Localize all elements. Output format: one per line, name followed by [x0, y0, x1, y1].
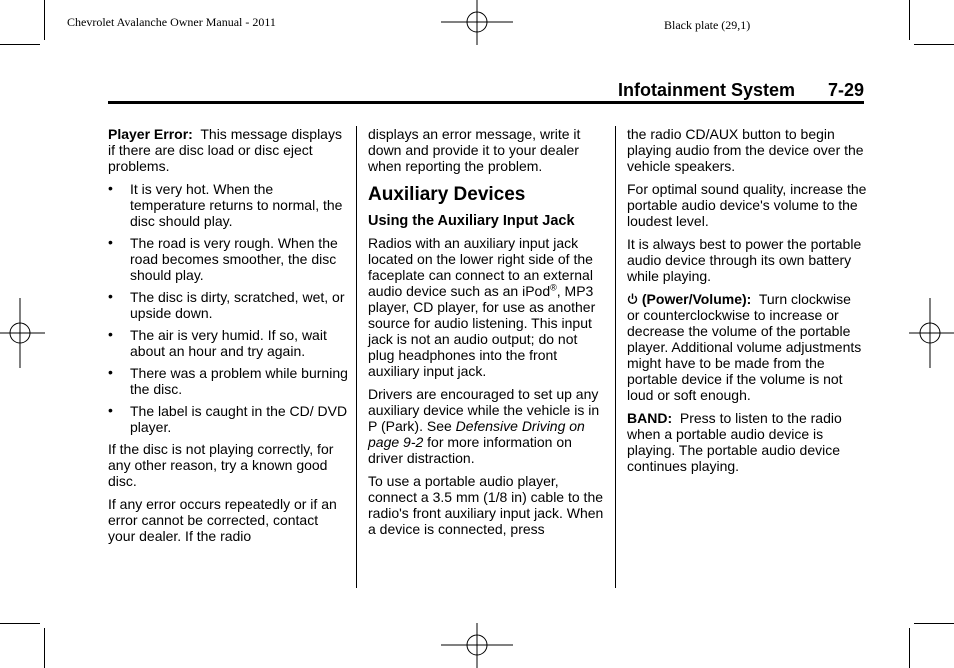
registration-mark-bottom-icon [441, 623, 513, 668]
bullet-icon: • [108, 364, 113, 380]
battery-paragraph: It is always best to power the portable audio device through its own battery while playing. [627, 236, 862, 284]
list-item: • It is very hot. When the temperature returns to normal, the disc should play. [108, 180, 343, 229]
bullet-icon: • [108, 326, 113, 342]
power-volume-text: Turn clockwise or counterclockwise to increase or decrease the volume of the portable player. Additional volume adjustments might have to be made from the portable device if the volume is not loud or soft enough. [627, 291, 862, 403]
crop-mark-tr-v [909, 0, 910, 40]
bullet-icon: • [108, 234, 113, 250]
band-text: Press to listen to the radio when a portable audio device is playing. The portable audio device continues playing. [627, 410, 842, 474]
running-head-page: 7-29 [827, 80, 864, 100]
player-error-paragraph [108, 126, 349, 174]
known-good-disc-paragraph: If the disc is not playing correctly, for any other reason, try a known good disc. [108, 441, 334, 489]
bullet-icon: • [108, 402, 113, 418]
crop-mark-tl-v [44, 0, 45, 40]
crop-mark-bl-v [44, 628, 45, 668]
error-message-paragraph: displays an error message, write it down and provide it to your dealer when reporting the problem. [368, 126, 581, 174]
player-error-text: This message displays if there are disc load or disc eject problems. [108, 126, 342, 174]
running-head [108, 80, 864, 100]
list-item: • There was a problem while burning the disc. [108, 364, 348, 397]
list-item: • The road is very rough. When the road becomes smoother, the disc should play. [108, 234, 338, 283]
sound-quality-paragraph: For optimal sound quality, increase the portable audio device's volume to the loudest level. [627, 181, 867, 229]
section-title: Auxiliary Devices [368, 184, 526, 205]
crop-mark-br-v [909, 628, 910, 668]
subsection-title: Using the Auxiliary Input Jack [368, 213, 575, 229]
power-volume-paragraph [627, 291, 867, 403]
power-icon [627, 293, 638, 305]
portable-player-paragraph: To use a portable audio player, connect a 3.5 mm (1/8 in) cable to the radio's front auxiliary input jack. When a device is connected, press [368, 473, 604, 537]
crop-mark-tr-h [914, 44, 954, 45]
band-label: BAND: [627, 410, 673, 426]
bullet-icon: • [108, 180, 113, 196]
column-1 [108, 126, 349, 551]
list-item: • The disc is dirty, scratched, wet, or upside down. [108, 288, 345, 321]
column-divider-2 [615, 126, 616, 588]
crop-mark-tl-h [0, 44, 40, 45]
column-2 [368, 126, 606, 544]
column-divider-1 [356, 126, 357, 588]
column-3 [627, 126, 867, 481]
registration-mark-left-icon [0, 298, 45, 368]
driver-distraction-paragraph: Drivers are encouraged to set up any auxiliary device while the vehicle is in P (Park). See Defensive Driving on page 9-2 for more information on driver distraction. [368, 386, 600, 466]
plate-header-left: Chevrolet Avalanche Owner Manual - 2011 [67, 15, 276, 29]
cd-aux-paragraph: the radio CD/AUX button to begin playing audio from the device over the vehicle speakers. [627, 126, 864, 174]
plate-header-right: Black plate (29,1) [664, 18, 751, 32]
disc-problem-list [108, 181, 349, 435]
running-head-section: Infotainment System [617, 80, 795, 100]
running-head-rule [108, 101, 864, 104]
crop-mark-bl-h [0, 623, 40, 624]
contact-dealer-paragraph: If any error occurs repeatedly or if an error cannot be corrected, contact your dealer. If the radio [108, 496, 337, 544]
list-item: • The air is very humid. If so, wait about an hour and try again. [108, 326, 327, 359]
registration-mark-top-icon [441, 0, 513, 45]
registered-mark: ® [550, 282, 557, 293]
registration-mark-right-icon [909, 298, 954, 368]
defensive-driving-link[interactable]: Defensive Driving on page 9-2 [368, 418, 585, 450]
power-volume-label: (Power/Volume): [641, 291, 752, 307]
list-item: • The label is caught in the CD/ DVD player. [108, 402, 348, 435]
bullet-icon: • [108, 288, 113, 304]
band-paragraph [627, 410, 867, 474]
player-error-label: Player Error: [108, 126, 193, 142]
crop-mark-br-h [914, 623, 954, 624]
aux-jack-paragraph: Radios with an auxiliary input jack located on the lower right side of the faceplate can connect to an external audio device such as an iPod®, MP3 player, CD player, for use as another source for audio listening. This input jack is not an audio output; do not plug headphones into the front auxiliary input jack. [368, 235, 596, 379]
